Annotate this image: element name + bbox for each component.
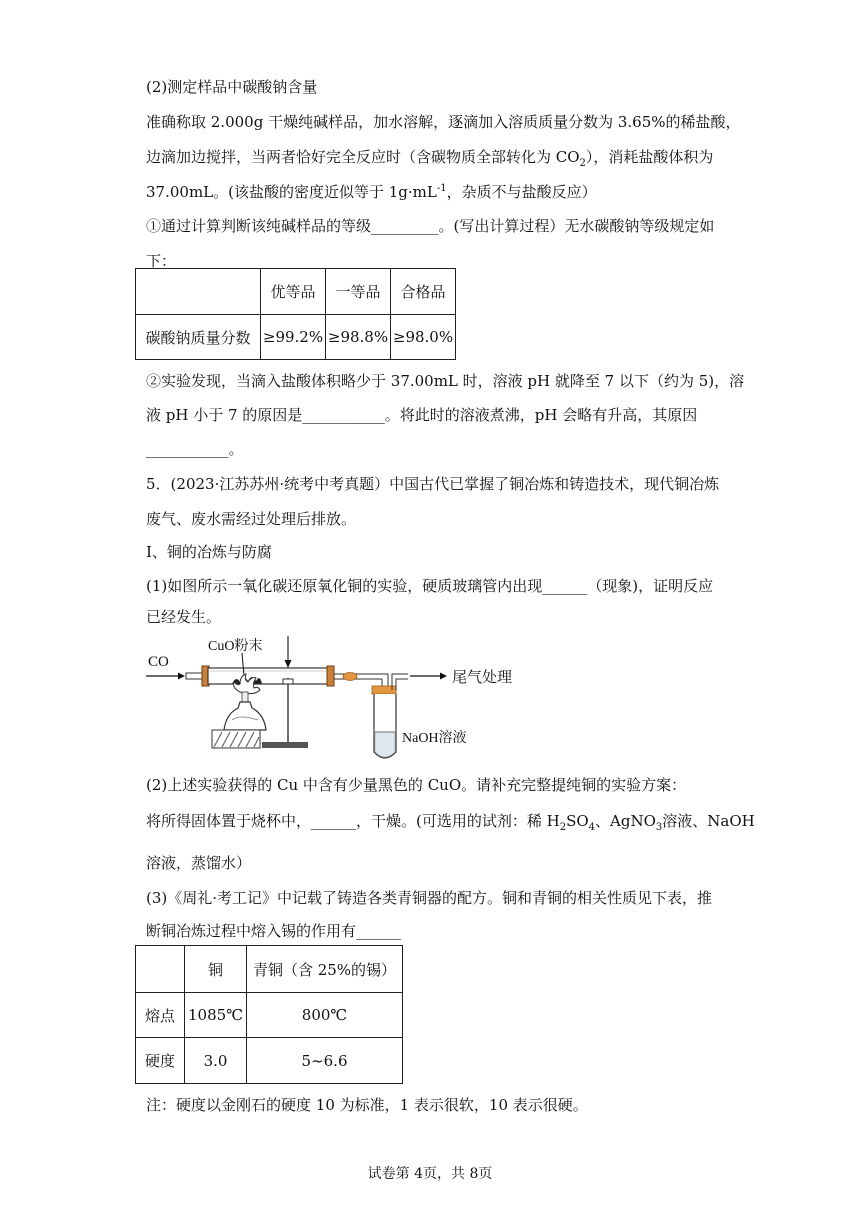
naoh-solution bbox=[375, 732, 395, 757]
line-16-sub-2: 4 bbox=[588, 822, 596, 833]
copper-table-header: 青铜（含 25%的锡） bbox=[247, 946, 403, 993]
copper-table-header: 铜 bbox=[185, 946, 247, 993]
line-16 bbox=[146, 810, 755, 833]
line-15: (2)上述实验获得的 Cu 中含有少量黑色的 CuO。请补充完整提纯铜的实验方案： bbox=[146, 776, 687, 794]
line-4-text-a: 37.00mL。(该盐酸的密度近似等于 1g·mL bbox=[146, 183, 437, 201]
line-18: (3)《周礼·考工记》中记载了铸造各类青铜器的配方。铜和青铜的相关性质见下表，推 bbox=[146, 889, 713, 907]
copper-table-cell: 3.0 bbox=[185, 1038, 247, 1084]
line-19: 断铜冶炼过程中熔入锡的作用有______ bbox=[146, 922, 402, 940]
line-16-sub-3: 3 bbox=[655, 822, 663, 833]
co-inlet-arrowhead bbox=[178, 673, 185, 680]
line-4-text-c: ，杂质不与盐酸反应） bbox=[446, 183, 597, 201]
copper-table-cell: 硬度 bbox=[136, 1038, 185, 1084]
line-14: 已经发生。 bbox=[146, 608, 222, 626]
line-4-sup: -1 bbox=[436, 183, 447, 194]
line-3-text-a: 边滴加边搅拌，当两者恰好完全反应时（含碳物质全部转化为 CO bbox=[146, 148, 580, 166]
grade-table bbox=[135, 268, 456, 360]
exhaust-label: 尾气处理 bbox=[452, 670, 513, 686]
exhaust-arrowhead bbox=[440, 673, 447, 680]
line-16-text-e: 、AgNO bbox=[595, 812, 656, 830]
line-16-text-g: 溶液、NaOH bbox=[662, 812, 755, 830]
hard-glass-tube bbox=[208, 668, 328, 684]
inlet-tube bbox=[186, 673, 204, 679]
line-4 bbox=[146, 181, 597, 202]
grade-table-header: 优等品 bbox=[261, 269, 326, 315]
line-16-sub-1: 2 bbox=[559, 822, 567, 833]
wooden-block bbox=[212, 730, 260, 748]
alcohol-lamp bbox=[224, 702, 266, 730]
co-reduction-apparatus bbox=[140, 628, 520, 768]
copper-table-cell: 800℃ bbox=[247, 993, 403, 1038]
naoh-label: NaOH溶液 bbox=[402, 731, 467, 746]
line-10: 5．(2023·江苏苏州·统考中考真题）中国古代已掌握了铜冶炼和铸造技术，现代铜冶炼 bbox=[146, 475, 720, 493]
grade-table-header: 合格品 bbox=[391, 269, 456, 315]
line-3-sub: 2 bbox=[579, 158, 586, 169]
line-9: ___________。 bbox=[146, 440, 244, 458]
cuo-label: CuO粉末 bbox=[208, 639, 263, 654]
line-1: (2)测定样品中碳酸钠含量 bbox=[146, 78, 318, 96]
right-stopper bbox=[327, 666, 334, 686]
grade-table-cell: ≥99.2% bbox=[261, 315, 326, 360]
grade-table-cell: ≥98.8% bbox=[326, 315, 391, 360]
iron-stand-base bbox=[262, 742, 308, 748]
line-5: ①通过计算判断该纯碱样品的等级_________。(写出计算过程）无水碳酸钠等级规定如 bbox=[146, 217, 715, 235]
line-8: 液 pH 小于 7 的原因是___________。将此时的溶液煮沸，pH 会略有升高，其原因 bbox=[146, 406, 698, 424]
line-16-text-a: 将所得固体置于烧杯中，______，干燥。(可选用的试剂：稀 H bbox=[146, 812, 560, 830]
line-3-text-c: ），消耗盐酸体积为 bbox=[585, 148, 714, 166]
copper-table-cell: 1085℃ bbox=[185, 993, 247, 1038]
line-12: I、铜的冶炼与防腐 bbox=[146, 543, 272, 561]
page-footer: 试卷第 4页，共 8页 bbox=[367, 1166, 493, 1182]
copper-table-cell: 熔点 bbox=[136, 993, 185, 1038]
copper-table-cell: 5~6.6 bbox=[247, 1038, 403, 1084]
grade-table-corner bbox=[136, 269, 261, 315]
line-7: ②实验发现，当滴入盐酸体积略少于 37.00mL 时，溶液 pH 就降至 7 以下（约为 5)，溶 bbox=[146, 372, 745, 390]
copper-table-corner bbox=[136, 946, 185, 993]
copper-bronze-table bbox=[135, 945, 403, 1084]
grade-table-cell: 碳酸钠质量分数 bbox=[136, 315, 261, 360]
line-13: (1)如图所示一氧化碳还原氧化铜的实验，硬质玻璃管内出现______（现象)，证明反应 bbox=[146, 577, 714, 595]
line-16-text-c: SO bbox=[566, 812, 589, 830]
co-label: CO bbox=[148, 654, 169, 670]
line-20: 注：硬度以金刚石的硬度 10 为标准，1 表示很软，10 表示很硬。 bbox=[146, 1096, 588, 1114]
grade-table-cell: ≥98.0% bbox=[391, 315, 456, 360]
line-2: 准确称取 2.000g 干燥纯碱样品，加水溶解，逐滴加入溶质质量分数为 3.65%的稀盐酸， bbox=[146, 113, 741, 131]
iron-stand-clamp bbox=[283, 679, 293, 684]
rubber-connector bbox=[343, 673, 357, 681]
line-17: 溶液，蒸馏水） bbox=[146, 854, 252, 872]
line-11: 废气、废水需经过处理后排放。 bbox=[146, 510, 357, 528]
line-6: 下： bbox=[146, 252, 177, 270]
line-3 bbox=[146, 146, 713, 169]
grade-table-header: 一等品 bbox=[326, 269, 391, 315]
